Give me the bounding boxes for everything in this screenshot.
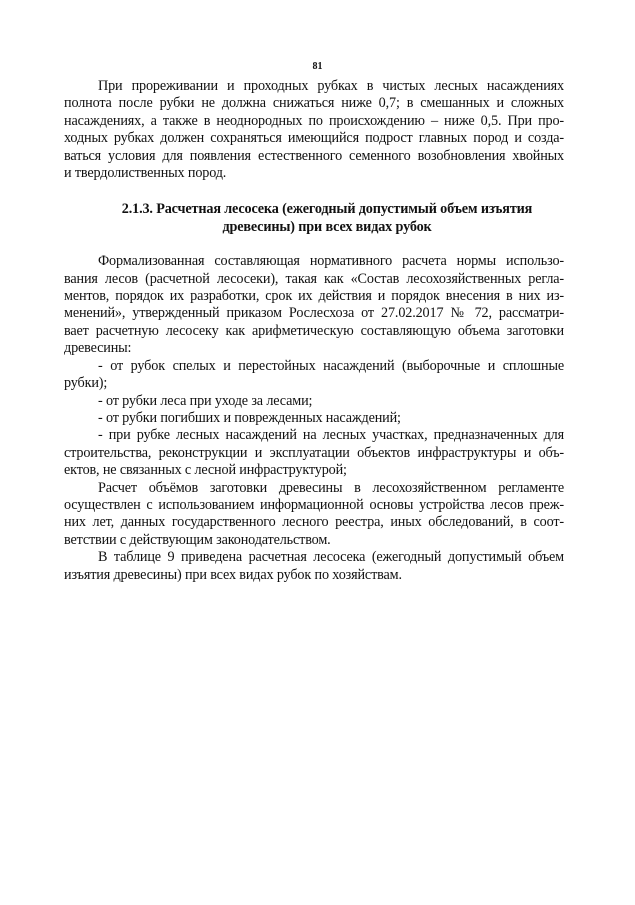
paragraph-line: вания лесов (расчетной лесосеки), такая как «Состав лесохозяйственных регла- [64, 270, 564, 287]
paragraph-line: ходных рубках должен сохраняться имеющийся подрост главных пород и созда- [64, 130, 564, 147]
paragraph-line: и твердолиственных пород. [64, 165, 227, 182]
paragraph-line: ветствии с действующим законодательством. [64, 531, 331, 548]
harvest-types-list [64, 358, 564, 480]
paragraph-line: изъятия древесины) при всех видах рубок по хозяйствам. [64, 566, 402, 583]
section-heading [64, 201, 564, 236]
paragraph-line: них лет, данных государственного лесного реестра, иных обследований, в соот- [64, 514, 564, 531]
paragraph-line: ваться условия для появления естественного семенного возобновления хвойных [64, 147, 564, 164]
section-heading-line: 2.1.3. Расчетная лесосека (ежегодный допустимый объем изъятия [121, 201, 533, 218]
paragraph-line: При прореживании и проходных рубках в чистых лесных насаждениях [98, 78, 564, 94]
paragraph-line: Расчет объёмов заготовки древесины в лесохозяйственном регламенте [98, 479, 564, 496]
paragraph-calculation-basis [64, 480, 564, 550]
list-item-line: строительства, реконструкции и эксплуатации объектов инфраструктуры и объ- [64, 444, 564, 461]
paragraph-line: менений», утвержденный приказом Рослесхоза от 27.02.2017 № 72, рассматри- [64, 305, 564, 322]
paragraph-line: Формализованная составляющая нормативного расчета нормы использо- [98, 253, 564, 270]
page-number: 81 [312, 61, 323, 72]
paragraph-line: вает расчетную лесосеку как арифметическую составляющую объема заготовки [64, 322, 564, 339]
paragraph-line: древесины: [64, 340, 132, 357]
list-item-line: - от рубок спелых и перестойных насаждений (выборочные и сплошные [98, 357, 564, 374]
paragraph-thinning-rules [64, 78, 564, 182]
list-item: - от рубки леса при уходе за лесами; [98, 392, 313, 409]
page-content [64, 78, 564, 584]
paragraph-line: насаждениях, а также в неоднородных по происхождению – ниже 0,5. При про- [64, 112, 564, 129]
list-item-line: рубки); [64, 375, 108, 392]
paragraph-formalized-component [64, 253, 564, 357]
list-item-line: - при рубке лесных насаждений на лесных участках, предназначенных для [98, 427, 564, 444]
paragraph-line: ментов, порядок их разработки, срок их действия и порядок внесения в них из- [64, 288, 564, 305]
paragraph-line: В таблице 9 приведена расчетная лесосека (ежегодный допустимый объем [98, 549, 564, 566]
list-item-line: ектов, не связанных с лесной инфраструктурой; [64, 462, 347, 479]
paragraph-table-reference [64, 549, 564, 584]
paragraph-line: полнота после рубки не должна снижаться ниже 0,7; в смешанных и сложных [64, 95, 564, 112]
section-heading-line: древесины) при всех видах рубок [222, 218, 432, 235]
list-item: - от рубки погибших и поврежденных насаждений; [98, 409, 401, 426]
paragraph-line: осуществлен с использованием информационной основы устройства лесов преж- [64, 496, 564, 513]
